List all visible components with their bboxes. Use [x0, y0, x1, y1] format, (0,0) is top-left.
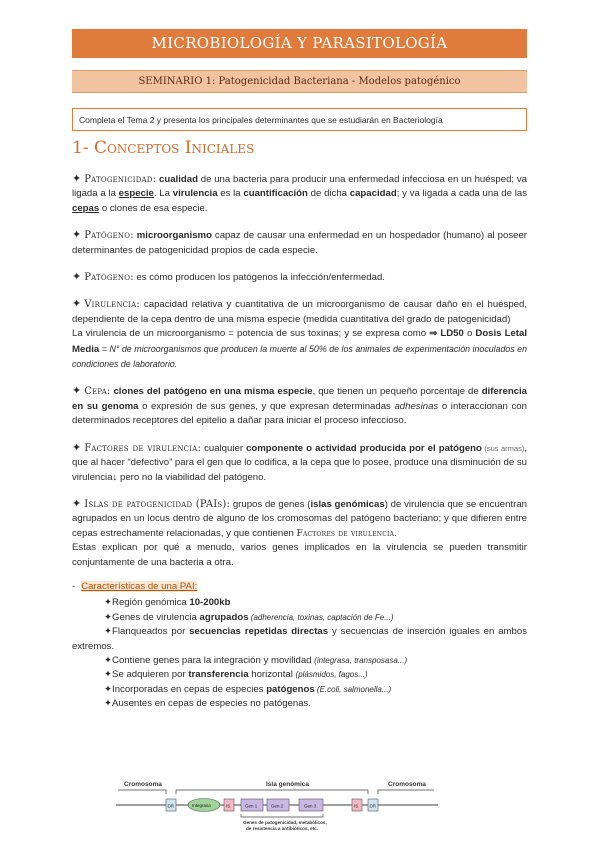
right-chromosome-bracket — [378, 790, 434, 794]
list-item: ✦Ausentes en cepas de especies no patógenas. — [104, 698, 311, 710]
left-chromosome-bracket — [118, 790, 166, 794]
list-item: ✦Se adquieren por transferencia horizontal (plásmidos, fagos...) — [104, 669, 368, 681]
star-bullet-icon: ✦ — [104, 698, 113, 710]
def-patogeno-1: ✦ Patógeno: microorganismo capaz de causar una enfermedad en un hospedador (humano) al poseer determinantes de patogenicidad propios de cada especie. — [72, 229, 527, 256]
def-patogenicidad: ✦ Patogenicidad: cualidad de una bacteria para producir una enfermedad infecciosa en un huésped; va ligada a la especie. La virulencia es la cuantificación de dicha capacidad; y va ligada a cada una de las cepas o clones de esa especie. — [72, 173, 527, 214]
list-item: ✦Genes de virulencia agrupados (adherencia, toxinas, captación de Fe...) — [104, 611, 394, 623]
genes-bracket — [241, 814, 323, 817]
gene-1-label: Gen 1 — [245, 803, 258, 809]
list-item: ✦Incorporadas en cepas de especies patógenos (E.coli, salmonella...) — [104, 683, 392, 695]
star-icon: ✦ — [72, 385, 82, 398]
seminar-subtitle: SEMINARIO 1: Patogenicidad Bacteriana - Modelos patogénico — [72, 70, 527, 93]
star-bullet-icon: ✦ — [104, 669, 113, 681]
diagram-caption-1: Genes de patogenicidad, metabólicos, — [243, 820, 327, 825]
dr-left-label: DR — [167, 803, 174, 809]
star-icon: ✦ — [72, 298, 82, 311]
document-title: MICROBIOLOGÍA Y PARASITOLOGÍA — [72, 29, 527, 58]
star-icon: ✦ — [72, 229, 82, 242]
star-bullet-icon: ✦ — [104, 626, 113, 638]
genomic-island-diagram — [116, 778, 438, 834]
star-icon: ✦ — [72, 173, 82, 185]
star-icon: ✦ — [72, 271, 82, 284]
integrase-label: Integrasa — [192, 803, 211, 808]
dr-right-label: DR — [369, 803, 376, 809]
def-islas-patogenicidad: ✦ Islas de patogenicidad (PAIs): grupos de genes (islas genómicas) de virulencia que se encuentran agrupados en un locus dentro de alguno de los cromosomas del patógeno bacteriano; y que difieren entre cepas estrechamente relacionadas, y que contienen Factores de virulencia. Estas explican por qué a menudo, varios genes implicados en la virulencia se pueden transmitir conjuntamente de una bacteria a otra. — [72, 497, 528, 568]
diagram-caption-2: de resistencia a antibióticos, etc. — [246, 826, 318, 831]
list-item: ✦Región genómica 10-200kb — [104, 597, 231, 609]
pai-heading: - Características de una PAI: — [72, 580, 198, 592]
gene-3-label: Gen 3 — [304, 803, 317, 809]
star-icon: ✦ — [72, 497, 82, 510]
star-bullet-icon: ✦ — [104, 597, 113, 609]
def-virulencia: ✦ Virulencia: capacidad relativa y cuantitativa de un microorganismo de causar daño en el huésped, dependiente de la cepa dentro de una misma especie (medida cuantitativa del grado de patogenicidad) La virulencia de un microorganismo = potencia de sus toxinas; y se expresa como ⇒ LD50 o Dosis Letal Media = N° de microorganismos que producen la muerte al 50% de los animales de experimentación inoculados en condiciones de laboratorio. — [72, 298, 528, 370]
is-right-label: IS — [354, 803, 359, 809]
section-title: 1- Conceptos Iniciales — [72, 138, 255, 158]
star-bullet-icon: ✦ — [104, 683, 113, 695]
content-body — [72, 172, 527, 712]
star-bullet-icon: ✦ — [104, 611, 113, 623]
def-factores-virulencia: ✦ Factores de virulencia: cualquier componente o actividad producida por el patógeno (sus armas), que al hacer “defectivo” para el gen que lo codifica, a la cepa que lo posee, produce una disminución de su virulencia↓ pero no la viabilidad del patógeno. — [72, 441, 527, 483]
star-icon: ✦ — [72, 441, 82, 454]
gene-2-label: Gen 2 — [271, 803, 284, 809]
list-item: ✦Contiene genes para la integración y movilidad (integrasa, transposasa...) — [104, 654, 408, 666]
is-left-label: IS — [226, 803, 231, 809]
island-bracket — [176, 790, 368, 794]
pai-list — [72, 596, 527, 711]
diagram-right-label: Cromosoma — [388, 781, 426, 788]
def-patogeno-2: ✦ Patógeno: es cómo producen los patógenos la infección/enfermedad. — [72, 271, 385, 284]
diagram-center-label: Isla genómica — [266, 781, 309, 788]
task-box: Completa el Tema 2 y presenta los principales determinantes que se estudiarán en Bacteriología — [72, 108, 527, 131]
list-item: ✦Flanqueados por secuencias repetidas directas y secuencias de inserción iguales en ambos extremos. — [72, 626, 527, 652]
diagram-left-label: Cromosoma — [124, 781, 162, 788]
star-bullet-icon: ✦ — [104, 654, 113, 666]
def-cepa: ✦ Cepa: clones del patógeno en una misma especie, que tienen un pequeño porcentaje de diferencia en su genoma o expresión de sus genes, y que expresan determinadas adhesinas o interaccionan con determinados receptores del epitelio a dañar para iniciar el proceso infeccioso. — [72, 385, 528, 427]
